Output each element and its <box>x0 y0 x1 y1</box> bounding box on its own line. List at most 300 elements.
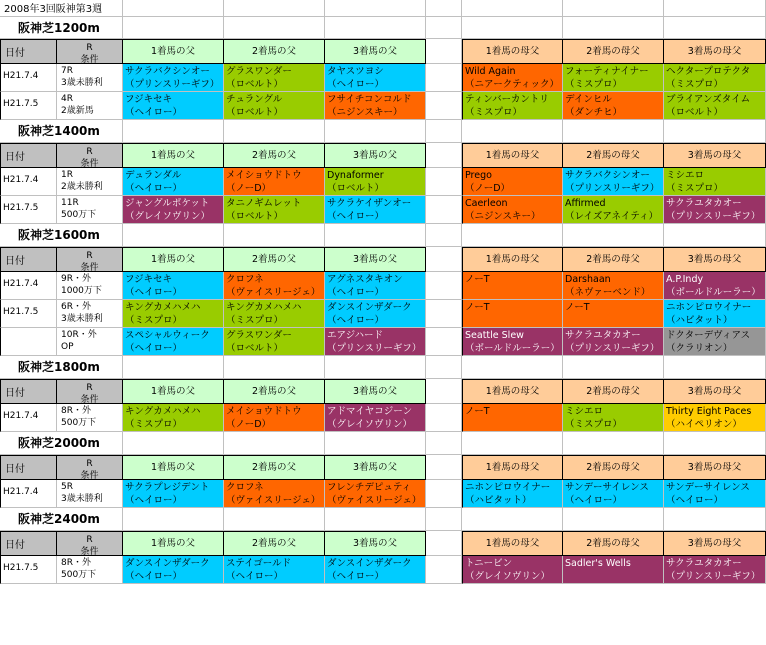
empty-cell <box>224 120 325 143</box>
horse-name: サクラユタカオー <box>666 558 742 569</box>
horse-cell <box>325 404 426 432</box>
section-name: 阪神芝1400m <box>18 124 100 138</box>
horse-name: サンデーサイレンス <box>565 482 649 493</box>
header-dam3-label: 3着馬の母父 <box>687 46 742 57</box>
header-date <box>0 531 57 556</box>
horse-cell <box>123 300 224 328</box>
horse-lineage: （ヘイロー） <box>226 571 284 582</box>
horse-lineage: （ヘイロー） <box>125 287 183 298</box>
horse-cell <box>664 92 766 120</box>
horse-name: Affirmed <box>565 198 606 209</box>
horse-lineage: （ヘイロー） <box>125 571 183 582</box>
horse-lineage: （プリンスリーギフ） <box>565 183 660 194</box>
header-date-label: 日付 <box>5 256 25 267</box>
sheet-title <box>0 0 123 17</box>
horse-name: クロフネ <box>226 274 264 285</box>
horse-cell <box>664 556 766 584</box>
row-race-number: 6R・外 <box>61 302 91 312</box>
horse-lineage: （ミスプロ） <box>226 315 284 326</box>
empty-cell <box>123 17 224 39</box>
horse-lineage: （ニジンスキー） <box>465 211 541 222</box>
section-title <box>0 120 123 143</box>
horse-lineage: （プリンスリーギフ） <box>666 211 761 222</box>
header-sire1-label: 1着馬の父 <box>150 254 196 265</box>
horse-name: ティンバーカントリ <box>465 94 549 105</box>
header-dam1-label: 1着馬の母父 <box>485 538 540 549</box>
horse-lineage: （プリンスリーギフ） <box>565 343 660 354</box>
horse-cell <box>224 272 325 300</box>
row-race-number: 7R <box>61 66 73 76</box>
row-race-number: 10R・外 <box>61 330 97 340</box>
header-race-label: R <box>86 459 93 469</box>
empty-cell <box>325 432 426 455</box>
row-race <box>57 300 123 328</box>
header-sire2 <box>224 247 325 272</box>
header-race <box>57 143 123 168</box>
horse-name: エアジハード <box>327 330 383 341</box>
horse-lineage: （ロベルト） <box>666 107 724 118</box>
header-sire1 <box>123 379 224 404</box>
row-date-text: H21.7.5 <box>3 203 39 213</box>
horse-name: サクラユタカオー <box>565 330 641 341</box>
empty-cell <box>426 39 462 64</box>
horse-lineage: （ボールドルーラー） <box>666 287 761 298</box>
row-race-number: 11R <box>61 198 79 208</box>
horse-lineage: （ニジンスキー） <box>327 107 403 118</box>
empty-cell <box>123 224 224 247</box>
header-sire2-label: 2着馬の父 <box>251 538 297 549</box>
header-sire2-label: 2着馬の父 <box>251 254 297 265</box>
row-date <box>0 556 57 584</box>
empty-cell <box>224 0 325 17</box>
horse-lineage: （ミスプロ） <box>125 315 183 326</box>
horse-lineage: （ロベルト） <box>226 107 284 118</box>
horse-lineage: （ヴァイスリージェ） <box>226 495 321 506</box>
empty-cell <box>462 224 563 247</box>
empty-cell <box>462 356 563 379</box>
row-date-text: H21.7.4 <box>3 411 39 421</box>
section-name: 阪神芝1800m <box>18 360 100 374</box>
horse-cell <box>325 64 426 92</box>
empty-cell <box>462 0 563 17</box>
header-race-label: R <box>86 251 93 261</box>
horse-name: Thirty Eight Paces <box>666 406 752 417</box>
horse-lineage: （ヘイロー） <box>327 315 385 326</box>
empty-cell <box>664 356 766 379</box>
horse-name: ヘクタープロテクタ <box>666 66 751 77</box>
header-sire3 <box>325 39 426 64</box>
header-cond-label: 条件 <box>80 471 99 480</box>
horse-lineage: （ロベルト） <box>226 343 284 354</box>
horse-cell <box>664 168 766 196</box>
header-dam3 <box>664 531 766 556</box>
header-dam3-label: 3着馬の母父 <box>687 150 742 161</box>
row-date <box>0 404 57 432</box>
header-race-label: R <box>86 535 93 545</box>
horse-name: グラスワンダー <box>226 66 292 77</box>
horse-cell <box>224 556 325 584</box>
header-dam2 <box>563 531 664 556</box>
horse-name: A.P.Indy <box>666 274 704 285</box>
horse-name: フォーティナイナー <box>565 66 649 77</box>
horse-name: メイショウドトウ <box>226 406 302 417</box>
empty-cell <box>426 0 462 17</box>
horse-cell <box>563 272 664 300</box>
horse-cell <box>123 404 224 432</box>
horse-lineage: （ミスプロ） <box>666 183 724 194</box>
empty-cell <box>426 247 462 272</box>
horse-cell <box>462 404 563 432</box>
horse-cell <box>123 480 224 508</box>
horse-lineage: （レイズアネイティ） <box>565 211 659 222</box>
empty-cell <box>664 432 766 455</box>
horse-cell <box>224 196 325 224</box>
empty-cell <box>664 120 766 143</box>
horse-cell <box>325 272 426 300</box>
header-cond-label: 条件 <box>80 395 99 404</box>
horse-name: ミシエロ <box>666 170 705 181</box>
section-title <box>0 17 123 39</box>
horse-cell <box>123 196 224 224</box>
horse-lineage: （ヘイロー） <box>125 107 183 118</box>
header-dam3 <box>664 143 766 168</box>
section-title <box>0 224 123 247</box>
header-sire1 <box>123 247 224 272</box>
row-race-number: 1R <box>61 170 73 180</box>
empty-cell <box>224 508 325 531</box>
header-date-label: 日付 <box>5 464 25 475</box>
empty-cell <box>224 17 325 39</box>
horse-name: タヤスツヨシ <box>327 66 384 77</box>
horse-name: スペシャルウィーク <box>125 330 210 341</box>
section-title <box>0 508 123 531</box>
horse-name: デインヒル <box>565 94 612 105</box>
horse-lineage: （ノーD） <box>226 183 272 194</box>
horse-lineage: （ミスプロ） <box>666 79 724 90</box>
header-sire1-label: 1着馬の父 <box>150 46 196 57</box>
header-date-label: 日付 <box>5 152 25 163</box>
horse-name: Sadler's Wells <box>565 558 631 569</box>
header-sire1 <box>123 455 224 480</box>
horse-name: メイショウドトウ <box>226 170 302 181</box>
header-sire3-label: 3着馬の父 <box>352 150 398 161</box>
header-dam3-label: 3着馬の母父 <box>687 254 742 265</box>
header-sire2 <box>224 531 325 556</box>
row-race-class: 3歳未勝利 <box>61 314 103 324</box>
empty-cell <box>426 224 462 247</box>
horse-name: Caerleon <box>465 198 508 209</box>
empty-cell <box>426 556 462 584</box>
empty-cell <box>426 356 462 379</box>
horse-name: ジャングルポケット <box>125 198 210 209</box>
header-race-label: R <box>86 147 93 157</box>
horse-name: サクラバクシンオー <box>125 66 210 77</box>
header-sire1-label: 1着馬の父 <box>150 150 196 161</box>
horse-lineage: （ニアークティック） <box>465 79 559 90</box>
header-date <box>0 455 57 480</box>
horse-cell <box>664 328 766 356</box>
row-race-class: 500万下 <box>61 210 97 220</box>
row-race-class: 2歳新馬 <box>61 106 94 116</box>
header-dam2 <box>563 455 664 480</box>
horse-lineage: （プリンスリーギフ） <box>327 343 422 354</box>
header-cond-label: 条件 <box>80 55 99 64</box>
horse-lineage: （ミスプロ） <box>465 107 523 118</box>
row-date-text: H21.7.5 <box>3 307 39 317</box>
horse-lineage: （グレイソヴリン） <box>327 419 413 430</box>
horse-lineage: （ハイペリオン） <box>666 419 742 430</box>
empty-cell <box>426 92 462 120</box>
horse-lineage: （ハビタット） <box>666 315 733 326</box>
empty-cell <box>325 17 426 39</box>
horse-name: アグネスタキオン <box>327 274 403 285</box>
horse-name: サクラケイザンオー <box>327 198 412 209</box>
horse-name: キングカメハメハ <box>125 406 201 417</box>
horse-cell <box>462 556 563 584</box>
row-race <box>57 196 123 224</box>
empty-cell <box>123 120 224 143</box>
row-race <box>57 556 123 584</box>
empty-cell <box>123 432 224 455</box>
row-race <box>57 480 123 508</box>
horse-name: ダンスインザダーク <box>125 558 210 569</box>
horse-name: アドマイヤコジーン <box>327 406 413 417</box>
horse-name: Seattle Slew <box>465 330 524 341</box>
empty-cell <box>664 17 766 39</box>
row-date-text: H21.7.4 <box>3 279 39 289</box>
horse-lineage: （クラリオン） <box>666 343 733 354</box>
horse-cell <box>563 92 664 120</box>
horse-cell <box>123 64 224 92</box>
row-race-number: 8R・外 <box>61 406 91 416</box>
header-race <box>57 531 123 556</box>
empty-cell <box>426 196 462 224</box>
empty-cell <box>123 508 224 531</box>
horse-name: Prego <box>465 170 492 181</box>
header-sire2-label: 2着馬の父 <box>251 386 297 397</box>
header-dam1 <box>462 379 563 404</box>
row-date <box>0 196 57 224</box>
horse-cell <box>563 556 664 584</box>
horse-cell <box>224 92 325 120</box>
empty-cell <box>426 64 462 92</box>
section-title <box>0 356 123 379</box>
header-sire3 <box>325 531 426 556</box>
header-sire2 <box>224 455 325 480</box>
empty-cell <box>426 120 462 143</box>
header-sire1-label: 1着馬の父 <box>150 538 196 549</box>
horse-name: トニービン <box>465 558 513 569</box>
horse-cell <box>462 328 563 356</box>
horse-name: フサイチコンコルド <box>327 94 412 105</box>
empty-cell <box>563 0 664 17</box>
horse-cell <box>462 480 563 508</box>
header-sire1-label: 1着馬の父 <box>150 462 196 473</box>
header-date <box>0 247 57 272</box>
section-name: 阪神芝2000m <box>18 436 100 450</box>
empty-cell <box>123 0 224 17</box>
header-date <box>0 379 57 404</box>
row-date-text: H21.7.4 <box>3 71 39 81</box>
row-date <box>0 92 57 120</box>
header-race <box>57 455 123 480</box>
horse-lineage: （ロベルト） <box>226 211 284 222</box>
empty-cell <box>563 224 664 247</box>
empty-cell <box>426 17 462 39</box>
empty-cell <box>563 120 664 143</box>
header-date <box>0 143 57 168</box>
empty-cell <box>563 17 664 39</box>
horse-name: ニホンピロウイナー <box>465 482 551 493</box>
empty-cell <box>426 480 462 508</box>
row-race <box>57 64 123 92</box>
header-dam2 <box>563 39 664 64</box>
empty-cell <box>224 432 325 455</box>
horse-cell <box>123 272 224 300</box>
horse-name: ノーT <box>565 302 590 313</box>
empty-cell <box>563 508 664 531</box>
horse-name: ダンスインザダーク <box>327 302 412 313</box>
horse-name: フジキセキ <box>125 274 173 285</box>
header-dam1-label: 1着馬の母父 <box>485 150 540 161</box>
horse-name: ダンスインザダーク <box>327 558 412 569</box>
header-sire1 <box>123 143 224 168</box>
horse-cell <box>224 300 325 328</box>
header-cond-label: 条件 <box>80 263 99 272</box>
header-dam2-label: 2着馬の母父 <box>586 150 640 161</box>
header-dam3-label: 3着馬の母父 <box>687 386 742 397</box>
header-race <box>57 247 123 272</box>
horse-name: ドクターデヴィアス <box>666 330 751 341</box>
row-race-class: 2歳未勝利 <box>61 182 103 192</box>
empty-cell <box>563 432 664 455</box>
horse-cell <box>563 300 664 328</box>
horse-lineage: （プリンスリーギフ） <box>125 79 220 90</box>
header-sire3-label: 3着馬の父 <box>352 462 398 473</box>
horse-cell <box>563 328 664 356</box>
empty-cell <box>426 508 462 531</box>
empty-cell <box>325 0 426 17</box>
header-sire3-label: 3着馬の父 <box>352 538 398 549</box>
horse-cell <box>325 556 426 584</box>
horse-name: サクラプレジデント <box>125 482 210 493</box>
row-date-text: H21.7.5 <box>3 563 39 573</box>
horse-lineage: （ヘイロー） <box>327 211 385 222</box>
empty-cell <box>325 224 426 247</box>
horse-cell <box>462 300 563 328</box>
row-race-class: 1000万下 <box>61 286 102 296</box>
empty-cell <box>426 455 462 480</box>
header-dam1 <box>462 531 563 556</box>
header-date <box>0 39 57 64</box>
horse-lineage: （プリンスリーギフ） <box>666 571 761 582</box>
header-sire2-label: 2着馬の父 <box>251 462 297 473</box>
horse-cell <box>462 272 563 300</box>
horse-cell <box>664 272 766 300</box>
empty-cell <box>664 224 766 247</box>
horse-name: タニノギムレット <box>226 198 302 209</box>
header-dam3-label: 3着馬の母父 <box>687 538 742 549</box>
header-cond-label: 条件 <box>80 159 99 168</box>
row-race <box>57 272 123 300</box>
horse-cell <box>224 328 325 356</box>
header-sire1 <box>123 39 224 64</box>
empty-cell <box>224 356 325 379</box>
horse-name: デュランダル <box>125 170 182 181</box>
header-dam1-label: 1着馬の母父 <box>485 386 540 397</box>
horse-cell <box>462 64 563 92</box>
horse-lineage: （ヴァイスリージェ） <box>226 287 321 298</box>
horse-name: キングカメハメハ <box>125 302 201 313</box>
header-dam2 <box>563 247 664 272</box>
header-dam1 <box>462 455 563 480</box>
row-race-number: 4R <box>61 94 73 104</box>
section-name: 阪神芝2400m <box>18 512 100 526</box>
horse-cell <box>563 64 664 92</box>
horse-name: サクラバクシンオー <box>565 170 650 181</box>
row-race-class: 500万下 <box>61 418 97 428</box>
empty-cell <box>462 432 563 455</box>
horse-cell <box>462 92 563 120</box>
horse-name: キングカメハメハ <box>226 302 302 313</box>
header-dam2-label: 2着馬の母父 <box>586 462 640 473</box>
header-dam1-label: 1着馬の母父 <box>485 462 540 473</box>
empty-cell <box>426 272 462 300</box>
header-dam1-label: 1着馬の母父 <box>485 254 540 265</box>
header-dam1-label: 1着馬の母父 <box>485 46 540 57</box>
header-cond-label: 条件 <box>80 547 99 556</box>
horse-lineage: （ヘイロー） <box>125 343 183 354</box>
horse-cell <box>224 480 325 508</box>
row-race-number: 5R <box>61 482 73 492</box>
horse-name: ブライアンズタイム <box>666 94 751 105</box>
row-date <box>0 480 57 508</box>
horse-cell <box>123 556 224 584</box>
header-dam2-label: 2着馬の母父 <box>586 538 640 549</box>
header-sire2 <box>224 39 325 64</box>
empty-cell <box>325 120 426 143</box>
horse-lineage: （ヴァイスリージェ） <box>327 495 422 506</box>
header-sire3 <box>325 143 426 168</box>
header-dam3 <box>664 379 766 404</box>
horse-lineage: （ヘイロー） <box>565 495 623 506</box>
horse-lineage: （ヘイロー） <box>327 287 385 298</box>
row-date <box>0 328 57 356</box>
horse-name: ニホンピロウイナー <box>666 302 752 313</box>
header-race-label: R <box>86 43 93 53</box>
header-dam1 <box>462 247 563 272</box>
header-dam1 <box>462 143 563 168</box>
row-date <box>0 300 57 328</box>
header-dam3 <box>664 455 766 480</box>
horse-cell <box>563 196 664 224</box>
horse-lineage: （ミスプロ） <box>565 419 623 430</box>
horse-cell <box>325 480 426 508</box>
header-dam3 <box>664 39 766 64</box>
row-date <box>0 272 57 300</box>
empty-cell <box>224 224 325 247</box>
empty-cell <box>123 356 224 379</box>
empty-cell <box>426 404 462 432</box>
empty-cell <box>426 379 462 404</box>
row-date <box>0 64 57 92</box>
horse-cell <box>123 328 224 356</box>
empty-cell <box>426 300 462 328</box>
header-dam2-label: 2着馬の母父 <box>586 46 640 57</box>
row-race-class: 500万下 <box>61 570 97 580</box>
horse-name: ミシエロ <box>565 406 604 417</box>
horse-cell <box>563 168 664 196</box>
